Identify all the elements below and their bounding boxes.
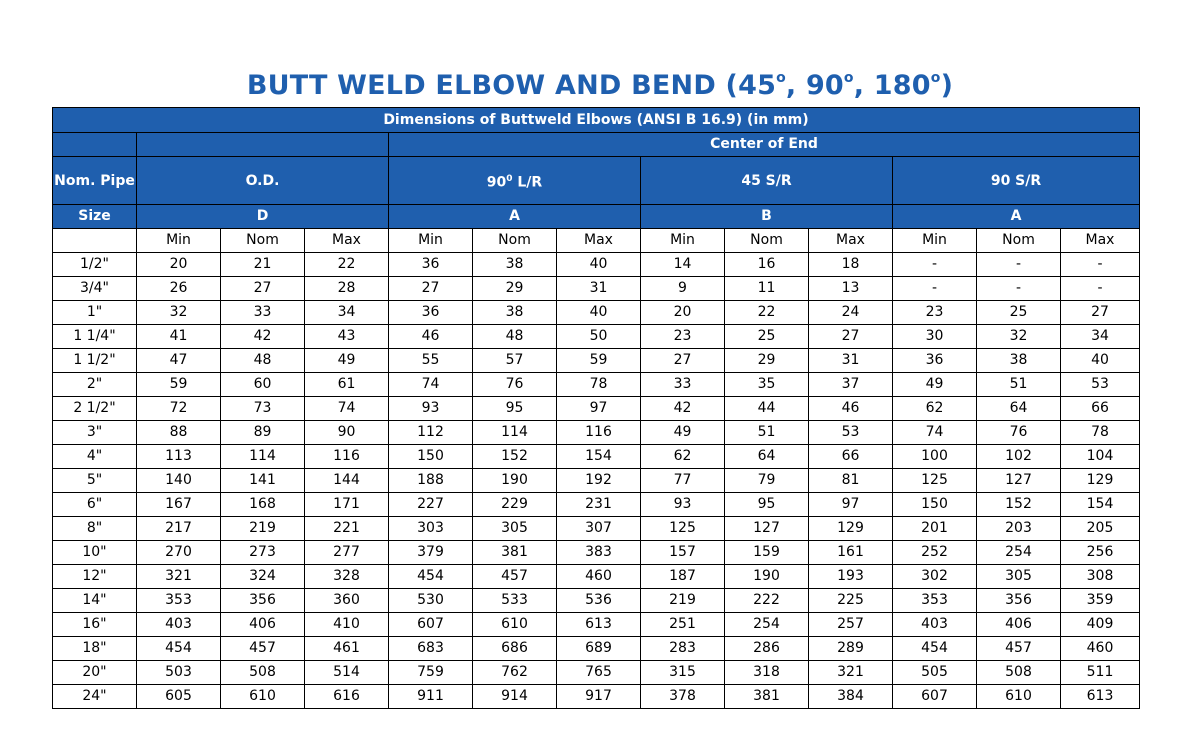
dimension-cell: 607	[893, 685, 977, 709]
sr45-header: 45 S/R	[641, 157, 893, 205]
dimension-cell: 77	[641, 469, 725, 493]
dimension-cell: 112	[389, 421, 473, 445]
table-row	[53, 445, 1140, 469]
dimension-cell: 72	[137, 397, 221, 421]
dimension-cell: 79	[725, 469, 809, 493]
column-labels-row	[53, 229, 1140, 253]
od-sub-header: D	[137, 205, 389, 229]
dimension-cell: 171	[305, 493, 389, 517]
dimension-cell: 765	[557, 661, 641, 685]
dimension-cell: 22	[305, 253, 389, 277]
dimension-cell: 305	[473, 517, 557, 541]
table-row	[53, 589, 1140, 613]
dimension-cell: 125	[641, 517, 725, 541]
dimension-cell: 9	[641, 277, 725, 301]
table-row	[53, 613, 1140, 637]
column-label: Min	[137, 229, 221, 253]
dimension-cell: 95	[473, 397, 557, 421]
dimension-cell: 43	[305, 325, 389, 349]
dimension-cell: 61	[305, 373, 389, 397]
dimension-cell: 152	[977, 493, 1061, 517]
dimension-cell: 129	[1061, 469, 1140, 493]
dimension-cell: 514	[305, 661, 389, 685]
dimension-cell: 57	[473, 349, 557, 373]
dimension-cell: 48	[473, 325, 557, 349]
dimension-cell: 203	[977, 517, 1061, 541]
pipe-size-cell: 6"	[53, 493, 137, 517]
column-label: Min	[641, 229, 725, 253]
table-row	[53, 541, 1140, 565]
dimension-cell: 20	[641, 301, 725, 325]
dimension-cell: 914	[473, 685, 557, 709]
lr90-sub-header: A	[389, 205, 641, 229]
pipe-size-cell: 20"	[53, 661, 137, 685]
dimension-cell: 406	[977, 613, 1061, 637]
dimension-cell: 25	[977, 301, 1061, 325]
column-label: Max	[809, 229, 893, 253]
dimension-cell: 219	[221, 517, 305, 541]
dimension-cell: 192	[557, 469, 641, 493]
dimension-cell: 356	[221, 589, 305, 613]
dimension-cell: 76	[977, 421, 1061, 445]
dimension-cell: 100	[893, 445, 977, 469]
dimension-cell: 217	[137, 517, 221, 541]
dimension-cell: 187	[641, 565, 725, 589]
table-row	[53, 421, 1140, 445]
dimension-cell: 46	[809, 397, 893, 421]
dimension-cell: -	[893, 253, 977, 277]
table-body	[53, 253, 1140, 709]
dimension-cell: 24	[809, 301, 893, 325]
dimension-cell: 76	[473, 373, 557, 397]
lr90-header: $90^0$ L/R	[389, 157, 641, 205]
dimension-cell: -	[893, 277, 977, 301]
dimension-cell: 613	[557, 613, 641, 637]
title-angles: (45$^o$, 90$^o$, 180$^o$)	[725, 70, 954, 101]
dimension-cell: 60	[221, 373, 305, 397]
dimension-cell: 188	[389, 469, 473, 493]
column-label: Max	[557, 229, 641, 253]
pipe-size-cell: 1"	[53, 301, 137, 325]
dimension-cell: 460	[1061, 637, 1140, 661]
dimension-cell: 42	[221, 325, 305, 349]
dimension-cell: 50	[557, 325, 641, 349]
dimension-cell: 129	[809, 517, 893, 541]
dimension-cell: 613	[1061, 685, 1140, 709]
dimension-cell: 49	[305, 349, 389, 373]
dimension-cell: 114	[221, 445, 305, 469]
dimension-cell: 36	[893, 349, 977, 373]
dimension-cell: 113	[137, 445, 221, 469]
dimension-cell: 273	[221, 541, 305, 565]
dimension-cell: 66	[1061, 397, 1140, 421]
dimension-cell: 308	[1061, 565, 1140, 589]
dimension-cell: 127	[725, 517, 809, 541]
dimension-cell: 33	[641, 373, 725, 397]
column-label: Nom	[221, 229, 305, 253]
dimension-cell: 36	[389, 301, 473, 325]
dimension-cell: 41	[137, 325, 221, 349]
dimension-cell: 140	[137, 469, 221, 493]
dimension-cell: 55	[389, 349, 473, 373]
pipe-size-cell: 1/2"	[53, 253, 137, 277]
dimension-cell: 11	[725, 277, 809, 301]
dimension-cell: 34	[1061, 325, 1140, 349]
dimension-cell: 27	[221, 277, 305, 301]
dimension-cell: 34	[305, 301, 389, 325]
dimension-cell: -	[977, 253, 1061, 277]
dimension-cell: 64	[977, 397, 1061, 421]
dimension-cell: 286	[725, 637, 809, 661]
dimension-cell: 141	[221, 469, 305, 493]
dimension-cell: 16	[725, 253, 809, 277]
dimension-cell: 13	[809, 277, 893, 301]
dimension-cell: 38	[473, 301, 557, 325]
dimension-cell: 22	[725, 301, 809, 325]
column-label: Min	[389, 229, 473, 253]
dimension-cell: 251	[641, 613, 725, 637]
dimension-cell: 37	[809, 373, 893, 397]
table-row	[53, 373, 1140, 397]
dimension-cell: 27	[389, 277, 473, 301]
table-row	[53, 469, 1140, 493]
dimension-cell: 168	[221, 493, 305, 517]
dimension-cell: 403	[893, 613, 977, 637]
dimension-cell: 40	[557, 301, 641, 325]
nom-pipe-header: Nom. Pipe	[53, 157, 137, 205]
dimension-cell: 35	[725, 373, 809, 397]
dimension-cell: 32	[137, 301, 221, 325]
dimension-cell: 353	[137, 589, 221, 613]
dimension-cell: 225	[809, 589, 893, 613]
dimension-cell: 252	[893, 541, 977, 565]
pipe-size-cell: 1 1/2"	[53, 349, 137, 373]
dimension-cell: 33	[221, 301, 305, 325]
dimension-cell: 74	[305, 397, 389, 421]
dimension-cell: 104	[1061, 445, 1140, 469]
dimension-cell: -	[977, 277, 1061, 301]
blank-header-cell	[53, 133, 137, 157]
dimension-cell: 616	[305, 685, 389, 709]
pipe-size-cell: 5"	[53, 469, 137, 493]
dimension-cell: -	[1061, 253, 1140, 277]
dimension-cell: 610	[221, 685, 305, 709]
elbow-dimensions-table	[52, 107, 1140, 709]
dimension-cell: 20	[137, 253, 221, 277]
dimension-cell: 42	[641, 397, 725, 421]
dimension-cell: 321	[137, 565, 221, 589]
dimension-cell: 38	[977, 349, 1061, 373]
dimension-cell: 315	[641, 661, 725, 685]
dimension-cell: 73	[221, 397, 305, 421]
dimension-cell: 62	[893, 397, 977, 421]
dimension-cell: 18	[809, 253, 893, 277]
dimension-cell: 27	[809, 325, 893, 349]
dimension-cell: 381	[725, 685, 809, 709]
table-row	[53, 565, 1140, 589]
dimension-cell: 190	[473, 469, 557, 493]
dimension-cell: 32	[977, 325, 1061, 349]
dimension-cell: 759	[389, 661, 473, 685]
table-row	[53, 661, 1140, 685]
dimension-cell: 686	[473, 637, 557, 661]
dimension-cell: 116	[557, 421, 641, 445]
dimension-cell: 23	[641, 325, 725, 349]
dimension-cell: 384	[809, 685, 893, 709]
dimension-cell: 95	[725, 493, 809, 517]
dimension-cell: 102	[977, 445, 1061, 469]
dimension-cell: 457	[473, 565, 557, 589]
dimension-cell: -	[1061, 277, 1140, 301]
table-row	[53, 349, 1140, 373]
dimension-cell: 383	[557, 541, 641, 565]
dimension-cell: 40	[557, 253, 641, 277]
dimension-cell: 29	[725, 349, 809, 373]
dimension-cell: 607	[389, 613, 473, 637]
dimension-cell: 150	[893, 493, 977, 517]
table-row	[53, 301, 1140, 325]
pipe-size-cell: 24"	[53, 685, 137, 709]
dimension-cell: 762	[473, 661, 557, 685]
dimension-cell: 40	[1061, 349, 1140, 373]
dimension-cell: 227	[389, 493, 473, 517]
table-row	[53, 517, 1140, 541]
dimension-cell: 461	[305, 637, 389, 661]
dimension-cell: 21	[221, 253, 305, 277]
table-row	[53, 493, 1140, 517]
dimension-cell: 161	[809, 541, 893, 565]
dimension-cell: 167	[137, 493, 221, 517]
dimension-cell: 254	[977, 541, 1061, 565]
dimension-cell: 23	[893, 301, 977, 325]
dimension-cell: 683	[389, 637, 473, 661]
dimension-cell: 257	[809, 613, 893, 637]
dimension-cell: 81	[809, 469, 893, 493]
dimension-cell: 353	[893, 589, 977, 613]
dimension-cell: 410	[305, 613, 389, 637]
dimension-cell: 503	[137, 661, 221, 685]
sr90-sub-header: A	[893, 205, 1140, 229]
dimension-cell: 44	[725, 397, 809, 421]
table-row	[53, 253, 1140, 277]
dimension-cell: 406	[221, 613, 305, 637]
dimension-cell: 90	[305, 421, 389, 445]
dimension-cell: 152	[473, 445, 557, 469]
dimension-cell: 530	[389, 589, 473, 613]
dimension-cell: 74	[389, 373, 473, 397]
dimension-cell: 93	[641, 493, 725, 517]
dimension-cell: 190	[725, 565, 809, 589]
dimension-cell: 917	[557, 685, 641, 709]
dimension-cell: 144	[305, 469, 389, 493]
dimension-cell: 89	[221, 421, 305, 445]
table-row	[53, 277, 1140, 301]
dimension-cell: 379	[389, 541, 473, 565]
pipe-size-cell: 14"	[53, 589, 137, 613]
column-label: Nom	[977, 229, 1061, 253]
dimension-cell: 26	[137, 277, 221, 301]
dimension-cell: 66	[809, 445, 893, 469]
size-header: Size	[53, 205, 137, 229]
pipe-size-cell: 1 1/4"	[53, 325, 137, 349]
dimension-cell: 256	[1061, 541, 1140, 565]
table-row	[53, 637, 1140, 661]
pipe-size-cell: 8"	[53, 517, 137, 541]
blank-label-cell	[53, 229, 137, 253]
dimension-cell: 154	[1061, 493, 1140, 517]
pipe-size-cell: 4"	[53, 445, 137, 469]
dimension-cell: 74	[893, 421, 977, 445]
dimension-cell: 125	[893, 469, 977, 493]
dimension-cell: 51	[725, 421, 809, 445]
dimension-cell: 59	[557, 349, 641, 373]
dimension-cell: 460	[557, 565, 641, 589]
pipe-size-cell: 10"	[53, 541, 137, 565]
column-label: Max	[1061, 229, 1140, 253]
dimension-cell: 221	[305, 517, 389, 541]
dimension-cell: 159	[725, 541, 809, 565]
blank-header-cell	[137, 133, 389, 157]
dimension-cell: 254	[725, 613, 809, 637]
dimension-cell: 231	[557, 493, 641, 517]
dimension-cell: 59	[137, 373, 221, 397]
dimension-cell: 97	[809, 493, 893, 517]
dimension-cell: 360	[305, 589, 389, 613]
dimension-cell: 505	[893, 661, 977, 685]
dimension-cell: 46	[389, 325, 473, 349]
dimension-cell: 193	[809, 565, 893, 589]
dimension-cell: 88	[137, 421, 221, 445]
dimension-cell: 97	[557, 397, 641, 421]
title-text: BUTT WELD ELBOW AND BEND	[246, 70, 716, 101]
dimension-cell: 25	[725, 325, 809, 349]
pipe-size-cell: 3"	[53, 421, 137, 445]
dimension-cell: 270	[137, 541, 221, 565]
dimension-cell: 283	[641, 637, 725, 661]
dimension-cell: 38	[473, 253, 557, 277]
center-of-end-header: Center of End	[389, 133, 1140, 157]
dimension-cell: 289	[809, 637, 893, 661]
dimension-cell: 78	[1061, 421, 1140, 445]
sr90-header: 90 S/R	[893, 157, 1140, 205]
dimension-cell: 14	[641, 253, 725, 277]
dimension-cell: 454	[137, 637, 221, 661]
dimension-cell: 154	[557, 445, 641, 469]
table-row	[53, 397, 1140, 421]
dimension-cell: 150	[389, 445, 473, 469]
dimension-cell: 381	[473, 541, 557, 565]
dimension-cell: 454	[389, 565, 473, 589]
dimension-cell: 302	[893, 565, 977, 589]
column-label: Max	[305, 229, 389, 253]
dimension-cell: 409	[1061, 613, 1140, 637]
dimension-cell: 229	[473, 493, 557, 517]
sr45-sub-header: B	[641, 205, 893, 229]
pipe-size-cell: 2 1/2"	[53, 397, 137, 421]
pipe-size-cell: 16"	[53, 613, 137, 637]
dimension-cell: 689	[557, 637, 641, 661]
dimension-cell: 305	[977, 565, 1061, 589]
dimension-cell: 378	[641, 685, 725, 709]
dimension-cell: 610	[473, 613, 557, 637]
dimension-cell: 47	[137, 349, 221, 373]
dimension-cell: 359	[1061, 589, 1140, 613]
column-label: Min	[893, 229, 977, 253]
dimension-cell: 536	[557, 589, 641, 613]
dimension-cell: 49	[641, 421, 725, 445]
dimension-cell: 114	[473, 421, 557, 445]
dimension-cell: 610	[977, 685, 1061, 709]
table-row	[53, 685, 1140, 709]
dimension-cell: 303	[389, 517, 473, 541]
dimension-cell: 36	[389, 253, 473, 277]
od-header: O.D.	[137, 157, 389, 205]
table-row	[53, 325, 1140, 349]
table-caption: Dimensions of Buttweld Elbows (ANSI B 16.9) (in mm)	[53, 108, 1140, 133]
dimension-cell: 157	[641, 541, 725, 565]
dimension-cell: 307	[557, 517, 641, 541]
dimension-cell: 356	[977, 589, 1061, 613]
dimension-cell: 219	[641, 589, 725, 613]
dimension-cell: 324	[221, 565, 305, 589]
column-label: Nom	[473, 229, 557, 253]
dimension-cell: 127	[977, 469, 1061, 493]
page-title	[0, 70, 1200, 101]
dimension-cell: 49	[893, 373, 977, 397]
dimension-cell: 205	[1061, 517, 1140, 541]
dimension-cell: 911	[389, 685, 473, 709]
pipe-size-cell: 12"	[53, 565, 137, 589]
dimension-cell: 605	[137, 685, 221, 709]
pipe-size-cell: 3/4"	[53, 277, 137, 301]
dimension-cell: 78	[557, 373, 641, 397]
dimension-cell: 53	[809, 421, 893, 445]
dimension-cell: 27	[641, 349, 725, 373]
dimension-cell: 30	[893, 325, 977, 349]
dimension-cell: 29	[473, 277, 557, 301]
dimension-cell: 116	[305, 445, 389, 469]
dimension-cell: 457	[977, 637, 1061, 661]
dimension-cell: 93	[389, 397, 473, 421]
dimension-cell: 31	[809, 349, 893, 373]
dimension-cell: 508	[977, 661, 1061, 685]
dimension-cell: 31	[557, 277, 641, 301]
dimension-cell: 328	[305, 565, 389, 589]
dimension-cell: 28	[305, 277, 389, 301]
dimension-cell: 457	[221, 637, 305, 661]
dimension-cell: 201	[893, 517, 977, 541]
dimension-cell: 48	[221, 349, 305, 373]
dimension-cell: 222	[725, 589, 809, 613]
dimension-cell: 508	[221, 661, 305, 685]
dimension-cell: 27	[1061, 301, 1140, 325]
dimension-cell: 511	[1061, 661, 1140, 685]
dimension-cell: 62	[641, 445, 725, 469]
dimension-cell: 321	[809, 661, 893, 685]
dimension-cell: 454	[893, 637, 977, 661]
dimension-cell: 318	[725, 661, 809, 685]
dimension-cell: 51	[977, 373, 1061, 397]
pipe-size-cell: 18"	[53, 637, 137, 661]
dimension-cell: 64	[725, 445, 809, 469]
pipe-size-cell: 2"	[53, 373, 137, 397]
dimension-cell: 533	[473, 589, 557, 613]
dimension-cell: 403	[137, 613, 221, 637]
column-label: Nom	[725, 229, 809, 253]
dimension-cell: 53	[1061, 373, 1140, 397]
dimension-cell: 277	[305, 541, 389, 565]
